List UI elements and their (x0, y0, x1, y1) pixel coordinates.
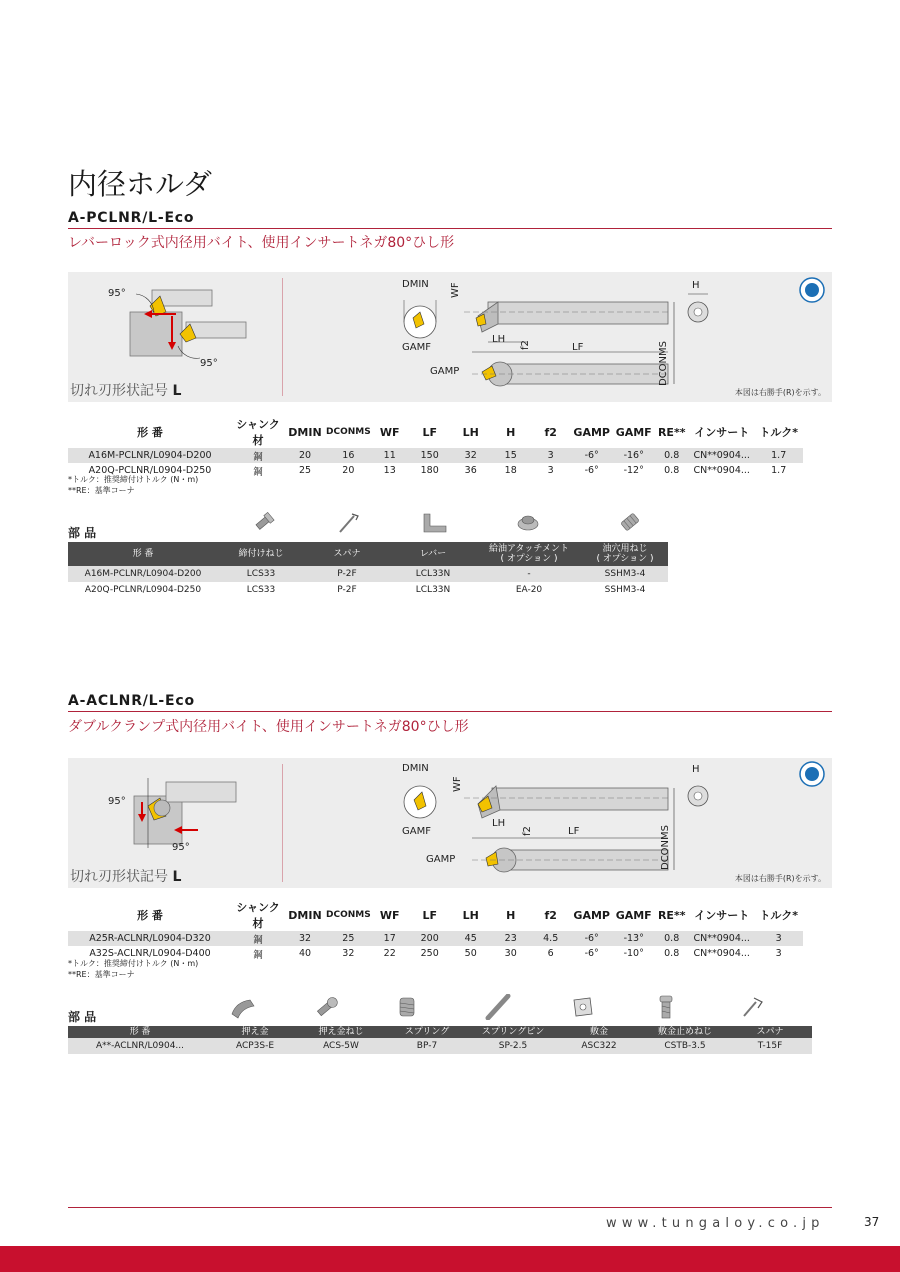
col-header: 給油アタッチメント ( オプション ) (476, 542, 582, 566)
col-header: スプリング (384, 1026, 470, 1038)
table-cell: 25 (326, 931, 371, 946)
table-cell: -13° (613, 931, 655, 946)
diagram-note: 本図は右勝手(R)を示す。 (734, 388, 826, 397)
section-code: A-PCLNR/L-Eco (68, 210, 195, 226)
col-header: DMIN (288, 425, 322, 439)
col-header: シャンク材 (236, 901, 280, 930)
footnote-re: **RE：基準コーナ (68, 486, 135, 495)
table-row (68, 566, 668, 582)
table-cell: CN**0904... (693, 948, 750, 959)
cut-edge-prefix: 切れ刃形状記号 (70, 869, 168, 885)
col-header: 形 番 (68, 1026, 212, 1038)
table-cell: 3 (531, 448, 571, 463)
footer-url-link[interactable]: www.tungaloy.co.jp (606, 1216, 825, 1231)
table-cell: -6° (571, 931, 613, 946)
col-header: GAMF (615, 908, 652, 922)
dim-f2-label: f2 (522, 826, 533, 836)
cut-edge-letter: L (172, 383, 182, 399)
table-cell: P-2F (337, 585, 357, 595)
table-cell: 鋼 (253, 949, 263, 961)
table-cell: ACP3S-E (212, 1038, 298, 1054)
table-cell: A**-ACLNR/L0904... (68, 1038, 212, 1054)
table-cell: 0.8 (664, 465, 680, 476)
table-cell: - (476, 566, 582, 582)
cut-edge-label (70, 380, 181, 400)
table-cell: A25R-ACLNR/L0904-D320 (68, 931, 232, 946)
col-header: GAMP (573, 425, 610, 439)
section-header (68, 693, 832, 712)
table-row (68, 582, 668, 598)
section-header (68, 210, 832, 229)
dim-lh-label: LH (492, 818, 506, 829)
table-cell: ASC322 (556, 1038, 642, 1054)
table-cell: 250 (420, 948, 439, 959)
parts-title: 部 品 (68, 526, 97, 540)
angle-label: 95° (172, 842, 190, 853)
section-subtitle: レバーロック式内径用バイト、使用インサートネガ80°ひし形 (68, 235, 455, 251)
table-cell: 50 (464, 948, 477, 959)
table-cell: 4.5 (531, 931, 571, 946)
tool-drawing (68, 758, 832, 888)
col-header: GAMP (573, 908, 610, 922)
table-cell: -6° (584, 465, 599, 476)
table-cell: 15 (491, 448, 531, 463)
table-cell: 11 (371, 448, 409, 463)
table-cell: LCS33 (218, 566, 304, 582)
table-cell: 23 (491, 931, 531, 946)
table-cell: ACS-5W (298, 1038, 384, 1054)
parts-table (68, 1026, 812, 1054)
table-cell: -6° (571, 448, 613, 463)
table-cell: CN**0904... (693, 465, 750, 476)
screw-icon (252, 510, 276, 534)
table-cell: 45 (451, 931, 491, 946)
table-cell: 32 (342, 948, 355, 959)
col-header: RE** (657, 425, 686, 439)
table-cell: A20Q-PCLNR/L0904-D250 (88, 465, 212, 476)
footnote-re: **RE：基準コーナ (68, 970, 135, 979)
spec-table (68, 416, 803, 478)
spec-table (68, 899, 803, 961)
col-header: LF (422, 908, 437, 922)
dim-dconms-label: DCONMS (658, 340, 669, 386)
set-screw-icon (618, 510, 642, 534)
col-header: H (506, 425, 516, 439)
spring-pin-icon (484, 994, 512, 1020)
wrench-icon (740, 994, 764, 1020)
cut-edge-prefix: 切れ刃形状記号 (70, 383, 168, 399)
shim-icon (570, 996, 594, 1018)
table-cell: 22 (383, 948, 396, 959)
clamp-icon (230, 996, 256, 1020)
col-header: スパナ (728, 1026, 812, 1038)
table-cell: A16M-PCLNR/L0904-D200 (68, 448, 232, 463)
col-header: GAMF (615, 425, 652, 439)
table-cell: 40 (298, 948, 312, 959)
table-cell: 6 (547, 948, 554, 959)
footnote-torque: *トルク：推奨締付けトルク (N・m) (68, 475, 199, 484)
col-header: DMIN (288, 908, 322, 922)
tool-diagram (68, 758, 832, 888)
table-cell: -16° (613, 448, 655, 463)
table-cell: A20Q-PCLNR/L0904-D250 (84, 585, 202, 595)
col-header: H (506, 908, 516, 922)
table-cell: 鋼 (232, 931, 284, 946)
footnote (68, 474, 198, 496)
page-number: 37 (864, 1215, 880, 1229)
table-cell: SSHM3-4 (604, 585, 646, 595)
table-cell: SP-2.5 (470, 1038, 556, 1054)
table-cell: 32 (451, 448, 491, 463)
angle-label: 95° (108, 796, 126, 807)
dim-dmin-label: DMIN (402, 279, 429, 290)
dim-gamf-label: GAMF (402, 342, 431, 353)
angle-label: 95° (200, 358, 218, 369)
table-cell: 20 (342, 465, 355, 476)
cut-edge-letter: L (172, 869, 182, 885)
dim-gamf-label: GAMF (402, 826, 431, 837)
col-header: 敷金止めねじ (642, 1026, 728, 1038)
table-cell: EA-20 (515, 585, 543, 595)
table-row (68, 1038, 812, 1054)
table-cell: 18 (504, 465, 517, 476)
table-cell: 17 (371, 931, 409, 946)
spec-header-row (68, 416, 803, 448)
parts-title: 部 品 (68, 1010, 97, 1024)
footer-bar (0, 1246, 900, 1272)
dim-dconms-label: DCONMS (660, 824, 671, 870)
parts-table (68, 542, 668, 598)
table-cell: 20 (284, 448, 326, 463)
footnote (68, 958, 198, 980)
table-cell: -10° (623, 948, 644, 959)
col-header: 敷金 (556, 1026, 642, 1038)
col-header: インサート (694, 426, 750, 439)
col-header: 形 番 (68, 542, 218, 566)
table-cell: A16M-PCLNR/L0904-D200 (68, 566, 218, 582)
footnote-torque: *トルク：推奨締付けトルク (N・m) (68, 959, 199, 968)
col-header: 締付けねじ (218, 542, 304, 566)
table-cell: 30 (504, 948, 517, 959)
col-header: スプリングピン (470, 1026, 556, 1038)
table-cell: LCL33N (390, 566, 476, 582)
col-header: DCONMS (326, 910, 371, 920)
table-cell: BP-7 (384, 1038, 470, 1054)
col-header: トルク* (759, 426, 798, 439)
spring-icon (396, 994, 418, 1020)
section-subtitle: ダブルクランプ式内径用バイト、使用インサートネガ80°ひし形 (68, 719, 469, 735)
table-cell: T-15F (728, 1038, 812, 1054)
table-cell: 180 (420, 465, 439, 476)
table-cell: 200 (409, 931, 451, 946)
table-cell: CN**0904... (689, 931, 755, 946)
page-title: 内径ホルダ (68, 167, 212, 201)
parts-header-row (68, 1026, 812, 1038)
col-header: トルク* (759, 909, 798, 922)
table-cell: 13 (383, 465, 396, 476)
diagram-divider (282, 278, 283, 396)
col-header: LH (462, 425, 479, 439)
spec-header-row (68, 899, 803, 931)
col-header: WF (379, 908, 400, 922)
table-cell: 3 (547, 465, 554, 476)
table-cell: SSHM3-4 (582, 566, 668, 582)
diagram-divider (282, 764, 283, 882)
table-cell: 鋼 (253, 466, 263, 478)
dim-gamp-label: GAMP (430, 366, 460, 377)
col-header: WF (379, 425, 400, 439)
coolant-attachment-icon (516, 510, 540, 534)
dim-dmin-label: DMIN (402, 763, 429, 774)
table-cell: 0.8 (655, 931, 689, 946)
dim-lf-label: LF (572, 342, 584, 353)
table-row (68, 448, 803, 463)
tool-diagram (68, 272, 832, 402)
col-header: f2 (544, 425, 557, 439)
lever-icon (420, 510, 448, 534)
dim-lf-label: LF (568, 826, 580, 837)
table-cell: 1.7 (771, 465, 787, 476)
col-header: インサート (694, 909, 750, 922)
col-header: LH (462, 908, 479, 922)
diagram-note: 本図は右勝手(R)を示す。 (734, 874, 826, 883)
dim-f2-label: f2 (520, 340, 531, 350)
table-cell: LCL33N (415, 585, 451, 595)
table-cell: -6° (584, 948, 599, 959)
table-cell: P-2F (304, 566, 390, 582)
col-header: 押え金ねじ (298, 1026, 384, 1038)
dim-gamp-label: GAMP (426, 854, 456, 865)
col-header: DCONMS (326, 427, 371, 437)
footer-divider (68, 1207, 832, 1208)
col-header: 形 番 (137, 909, 163, 922)
dim-wf-label: WF (452, 776, 463, 792)
table-cell: 36 (464, 465, 477, 476)
table-cell: 1.7 (755, 448, 803, 463)
dim-wf-label: WF (450, 282, 461, 298)
angle-label: 95° (108, 288, 126, 299)
wrench-icon (336, 510, 360, 534)
table-cell: 3 (775, 948, 782, 959)
table-cell: 3 (755, 931, 803, 946)
shim-screw-icon (654, 994, 678, 1020)
table-cell: 25 (298, 465, 312, 476)
table-cell: 150 (409, 448, 451, 463)
table-cell: CSTB-3.5 (642, 1038, 728, 1054)
table-cell: 0.8 (655, 448, 689, 463)
col-header: 押え金 (212, 1026, 298, 1038)
cut-edge-label (70, 866, 181, 886)
dim-lh-label: LH (492, 334, 506, 345)
parts-header-row (68, 542, 668, 566)
table-cell: 32 (284, 931, 326, 946)
dim-h-label: H (692, 764, 700, 775)
table-cell: A32S-ACLNR/L0904-D400 (89, 948, 211, 959)
col-header: スパナ (304, 542, 390, 566)
table-cell: CN**0904... (689, 448, 755, 463)
col-header: 油穴用ねじ ( オプション ) (582, 542, 668, 566)
col-header: 形 番 (137, 426, 163, 439)
col-header: シャンク材 (236, 418, 280, 447)
col-header: レバー (390, 542, 476, 566)
table-cell: 0.8 (664, 948, 680, 959)
section-code: A-ACLNR/L-Eco (68, 693, 195, 709)
table-cell: 16 (326, 448, 371, 463)
table-cell: 鋼 (232, 448, 284, 463)
col-header: LF (422, 425, 437, 439)
table-cell: -12° (623, 465, 644, 476)
clamp-screw-icon (314, 994, 340, 1020)
col-header: f2 (544, 908, 557, 922)
col-header: RE** (657, 908, 686, 922)
dim-h-label: H (692, 280, 700, 291)
table-cell: LCS33 (246, 585, 276, 595)
table-row (68, 931, 803, 946)
